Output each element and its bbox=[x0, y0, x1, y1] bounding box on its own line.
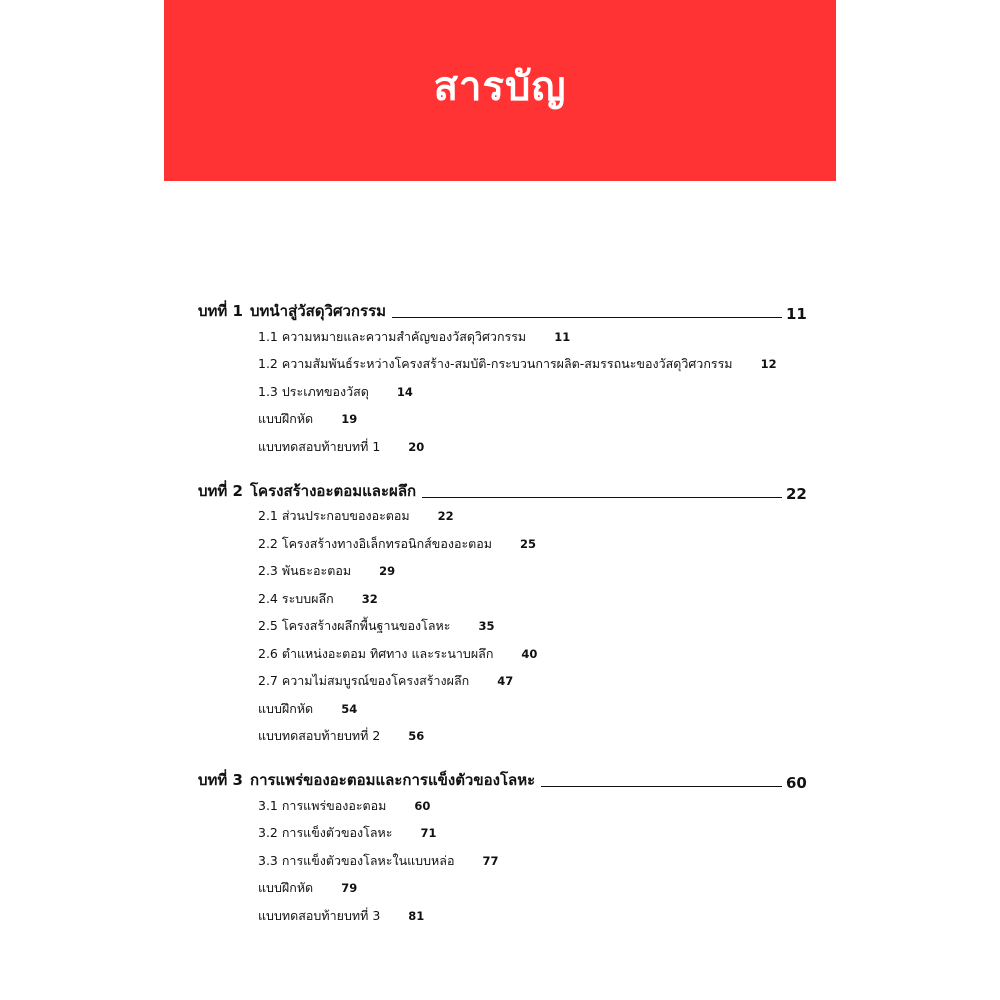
toc-section-row[interactable] bbox=[198, 792, 804, 820]
section-page-number: 60 bbox=[414, 798, 431, 813]
section-page-number: 77 bbox=[482, 853, 499, 868]
section-page-number: 19 bbox=[341, 412, 358, 427]
toc-chapter-row[interactable] bbox=[198, 762, 807, 792]
toc-section-row[interactable] bbox=[198, 530, 804, 558]
chapter-label: บทที่ 3 bbox=[198, 771, 243, 789]
toc-section-row[interactable] bbox=[198, 668, 804, 696]
section-title: 2.4 ระบบผลึก bbox=[258, 590, 334, 606]
section-page-number: 71 bbox=[420, 826, 437, 841]
toc-section-row[interactable] bbox=[198, 723, 804, 751]
section-title: แบบฝึกหัด bbox=[258, 700, 314, 716]
section-title: แบบฝึกหัด bbox=[258, 880, 314, 896]
toc-section-list bbox=[198, 792, 804, 930]
toc-section-row[interactable] bbox=[198, 378, 804, 406]
chapter-title: โครงสร้างอะตอมและผลึก bbox=[250, 481, 417, 500]
section-title: 3.3 การแข็งตัวของโลหะในแบบหล่อ bbox=[258, 852, 455, 868]
toc-section-row[interactable] bbox=[198, 847, 804, 875]
toc-section-row[interactable] bbox=[198, 585, 804, 613]
chapter-label: บทที่ 2 bbox=[198, 481, 243, 500]
section-page-number: 11 bbox=[554, 329, 571, 344]
toc-section-row[interactable] bbox=[198, 433, 804, 461]
section-title: แบบทดสอบท้ายบทที่ 2 bbox=[258, 728, 381, 744]
section-title: 1.1 ความหมายและความสำคัญของวัสดุวิศวกรรม bbox=[258, 328, 527, 344]
toc-section-row[interactable] bbox=[198, 820, 804, 848]
chapter-leader-line bbox=[392, 316, 782, 318]
chapter-title: การแพร่ของอะตอมและการแข็งตัวของโลหะ bbox=[250, 771, 536, 789]
section-title: 2.1 ส่วนประกอบของอะตอม bbox=[258, 508, 410, 524]
section-page-number: 20 bbox=[408, 439, 425, 454]
toc-section-row[interactable] bbox=[198, 875, 804, 903]
toc-section-row[interactable] bbox=[198, 503, 804, 531]
chapter-label: บทที่ 1 bbox=[198, 302, 243, 320]
section-page-number: 12 bbox=[760, 357, 777, 372]
section-page-number: 25 bbox=[520, 536, 537, 551]
section-title: 2.3 พันธะอะตอม bbox=[258, 563, 352, 579]
chapter-leader-line bbox=[422, 496, 782, 498]
toc-section-row[interactable] bbox=[198, 558, 804, 586]
toc-section-row[interactable] bbox=[198, 351, 804, 379]
section-page-number: 47 bbox=[497, 674, 514, 689]
section-page-number: 54 bbox=[341, 701, 358, 716]
section-title: 1.2 ความสัมพันธ์ระหว่างโครงสร้าง-สมบัติ-กระบวนการผลิต-สมรรถนะของวัสดุวิศวกรรม bbox=[258, 356, 733, 372]
toc-chapter-row[interactable] bbox=[198, 473, 807, 503]
section-page-number: 35 bbox=[478, 619, 495, 634]
section-title: 2.5 โครงสร้างผลึกพื้นฐานของโลหะ bbox=[258, 618, 451, 634]
section-page-number: 56 bbox=[408, 729, 425, 744]
section-title: 1.3 ประเภทของวัสดุ bbox=[258, 383, 369, 399]
section-title: 2.6 ตำแหน่งอะตอม ทิศทาง และระนาบผลึก bbox=[258, 645, 494, 661]
chapter-page-number: 22 bbox=[786, 484, 807, 503]
section-title: 3.1 การแพร่ของอะตอม bbox=[258, 797, 387, 813]
toc-section-row[interactable] bbox=[198, 613, 804, 641]
section-title: 3.2 การแข็งตัวของโลหะ bbox=[258, 825, 393, 841]
section-title: แบบฝึกหัด bbox=[258, 411, 314, 427]
section-page-number: 14 bbox=[396, 384, 413, 399]
toc-chapter bbox=[198, 762, 807, 930]
section-page-number: 32 bbox=[361, 591, 378, 606]
section-page-number: 81 bbox=[408, 908, 425, 923]
section-page-number: 79 bbox=[341, 881, 358, 896]
toc-chapter bbox=[198, 473, 807, 751]
toc-section-row[interactable] bbox=[198, 323, 804, 351]
section-title: แบบทดสอบท้ายบทที่ 1 bbox=[258, 438, 381, 454]
section-page-number: 29 bbox=[379, 564, 396, 579]
toc-chapter-row[interactable] bbox=[198, 293, 807, 323]
section-title: แบบทดสอบท้ายบทที่ 3 bbox=[258, 907, 381, 923]
chapter-page-number: 60 bbox=[786, 774, 807, 792]
toc-section-row[interactable] bbox=[198, 695, 804, 723]
chapter-title: บทนำสู่วัสดุวิศวกรรม bbox=[250, 302, 387, 320]
toc-section-list bbox=[198, 323, 804, 461]
toc-section-row[interactable] bbox=[198, 406, 804, 434]
chapter-leader-line bbox=[541, 785, 782, 787]
section-page-number: 22 bbox=[437, 509, 454, 524]
section-page-number: 40 bbox=[521, 646, 538, 661]
table-of-contents bbox=[198, 293, 807, 930]
toc-chapter bbox=[198, 293, 807, 461]
toc-section-row[interactable] bbox=[198, 902, 804, 930]
header-banner bbox=[164, 0, 836, 181]
section-title: 2.2 โครงสร้างทางอิเล็กทรอนิกส์ของอะตอม bbox=[258, 535, 493, 551]
toc-section-row[interactable] bbox=[198, 640, 804, 668]
toc-section-list bbox=[198, 503, 804, 751]
chapter-page-number: 11 bbox=[786, 305, 807, 323]
page-title: สารบัญ bbox=[433, 63, 567, 110]
section-title: 2.7 ความไม่สมบูรณ์ของโครงสร้างผลึก bbox=[258, 673, 470, 689]
